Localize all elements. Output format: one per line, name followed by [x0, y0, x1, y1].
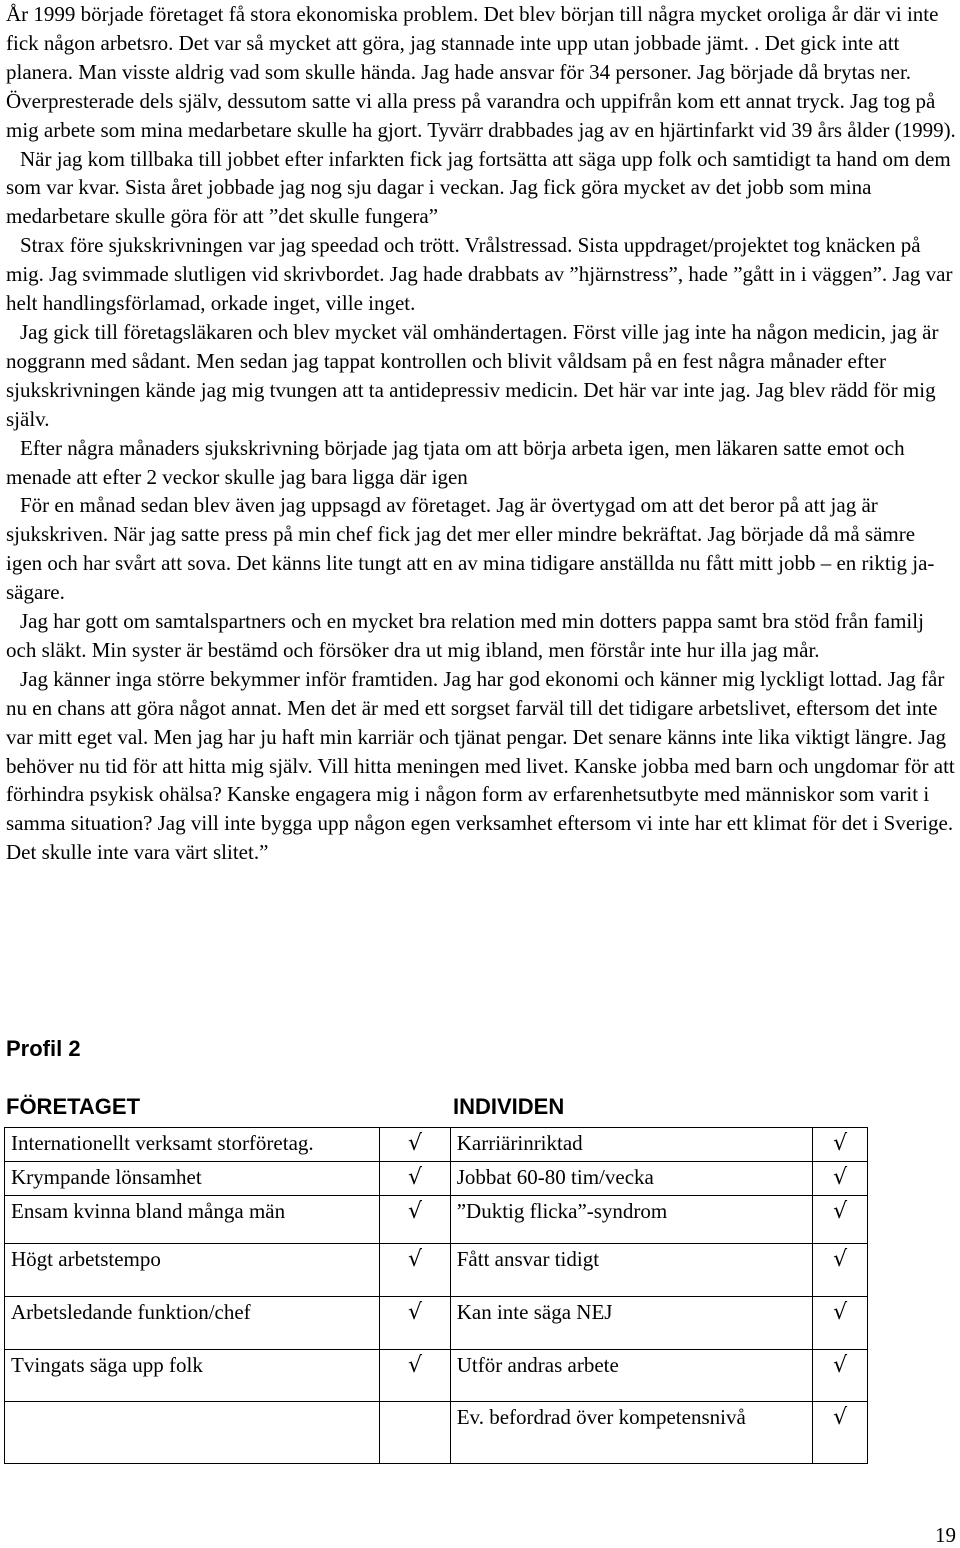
check-icon: √: [408, 1165, 423, 1190]
individual-factor: Utför andras arbete: [450, 1350, 813, 1402]
page-number: 19: [935, 1523, 956, 1547]
company-factor: Högt arbetstempo: [5, 1244, 380, 1297]
table-row: [5, 1196, 868, 1244]
individual-factor: Fått ansvar tidigt: [450, 1244, 813, 1297]
check-icon: √: [833, 1131, 848, 1156]
paragraph: Efter några månaders sjukskrivning började jag tjata om att börja arbeta igen, men läkaren satte emot och menade att efter 2 veckor skulle jag bara ligga där igen: [6, 435, 905, 489]
check-icon: √: [833, 1300, 848, 1325]
individual-factor: Kan inte säga NEJ: [450, 1297, 813, 1350]
paragraph: Jag känner inga större bekymmer inför framtiden. Jag har god ekonomi och känner mig lyckligt lottad. Jag får nu en chans att göra något annat. Men det är med ett sorgset farväl till det tidigare arbetslivet, eftersom det inte var mitt eget val. Men jag har ju haft min karriär och tjänat pengar. Det senare känns inte lika viktigt längre. Jag behöver nu tid för att hitta mig själv. Vill hitta meningen med livet. Kanske jobba med barn och ungdomar för att förhindra psykisk ohälsa? Kanske engagera mig i någon form av erfarenhetsutbyte med människor som varit i samma situation? Jag vill inte bygga upp någon egen verksamhet eftersom vi inte har ett klimat för det i Sverige. Det skulle inte vara värt slitet.”: [6, 666, 955, 865]
check-icon: √: [833, 1247, 848, 1272]
table-row: [5, 1162, 868, 1196]
check-icon: √: [408, 1131, 423, 1156]
check-icon: √: [833, 1199, 848, 1224]
individual-factor: Karriärinriktad: [450, 1128, 813, 1162]
check-icon: √: [833, 1165, 848, 1190]
company-factor: Ensam kvinna bland många män: [5, 1196, 380, 1244]
paragraph: Jag gick till företagsläkaren och blev mycket väl omhändertagen. Först ville jag inte ha någon medicin, jag är noggrann med sådant. Men sedan jag tappat kontrollen och blivit våldsam på en fest några månader efter sjukskrivningen kände jag mig tvungen att ta antidepressiv medicin. Det här var inte jag. Jag blev rädd för mig själv.: [6, 319, 939, 431]
check-icon: √: [408, 1300, 423, 1325]
company-factor: Krympande lönsamhet: [5, 1162, 380, 1196]
table-row: [5, 1402, 868, 1464]
column-heading-company: FÖRETAGET: [6, 1094, 141, 1119]
company-factor: Internationellt verksamt storföretag.: [5, 1128, 380, 1162]
table-row: [5, 1244, 868, 1297]
company-factor: Tvingats säga upp folk: [5, 1350, 380, 1402]
paragraph: Strax före sjukskrivningen var jag speedad och trött. Vrålstressad. Sista uppdraget/projektet tog knäcken på mig. Jag svimmade slutligen vid skrivbordet. Jag hade drabbats av ”hjärnstress”, hade ”gått in i väggen”. Jag var helt handlingsförlamad, orkade inget, ville inget.: [6, 233, 953, 316]
check-icon: √: [833, 1353, 848, 1378]
narrative-text: [6, 0, 956, 867]
table-row: [5, 1297, 868, 1350]
company-factor: Arbetsledande funktion/chef: [5, 1297, 380, 1350]
paragraph: Jag har gott om samtalspartners och en mycket bra relation med min dotters pappa samt bra stöd från familj och släkt. Min syster är bestämd och försöker dra ut mig ibland, men förstår inte hur illa jag mår.: [6, 609, 924, 662]
individual-factor: Jobbat 60-80 tim/vecka: [450, 1162, 813, 1196]
profile-table: [4, 1127, 868, 1464]
company-factor: [5, 1402, 380, 1464]
individual-factor: ”Duktig flicka”-syndrom: [450, 1196, 813, 1244]
table-row: [5, 1350, 868, 1402]
paragraph: År 1999 började företaget få stora ekonomiska problem. Det blev början till några mycket oroliga år där vi inte fick någon arbetsro. Det var så mycket att göra, jag stannade inte upp utan jobbade jämt. . Det gick inte att planera. Man visste aldrig vad som skulle hända. Jag hade ansvar för 34 personer. Jag började då brytas ner. Överpresterade dels själv, dessutom satte vi alla press på varandra och uppifrån kom ett annat tryck. Jag tog på mig arbete som mina medarbetare skulle ha gjort. Tyvärr drabbades jag av en hjärtinfarkt vid 39 års ålder (1999).: [6, 2, 956, 142]
column-heading-individual: INDIVIDEN: [453, 1094, 565, 1119]
individual-factor: Ev. befordrad över kompetensnivå: [450, 1402, 813, 1464]
check-icon: √: [408, 1199, 423, 1224]
check-icon: √: [833, 1405, 848, 1430]
document-page: [6, 0, 956, 1430]
paragraph: När jag kom tillbaka till jobbet efter infarkten fick jag fortsätta att säga upp folk och samtidigt ta hand om dem som var kvar. Sista året jobbade jag nog sju dagar i veckan. Jag fick göra mycket av det jobb som mina medarbetare skulle göra för att ”det skulle fungera”: [6, 146, 951, 229]
profile-heading: Profil 2: [6, 1036, 81, 1061]
check-icon: √: [408, 1247, 423, 1272]
paragraph: För en månad sedan blev även jag uppsagd av företaget. Jag är övertygad om att det beror på att jag är sjukskriven. När jag satte press på min chef fick jag det mer eller mindre bekräftat. Jag började då må sämre igen och har svårt att sova. Det känns lite tungt att en av mina tidigare anställda nu fått mitt jobb – en riktig ja-sägare.: [6, 493, 935, 605]
table-row: [5, 1128, 868, 1162]
check-icon: √: [408, 1353, 423, 1378]
